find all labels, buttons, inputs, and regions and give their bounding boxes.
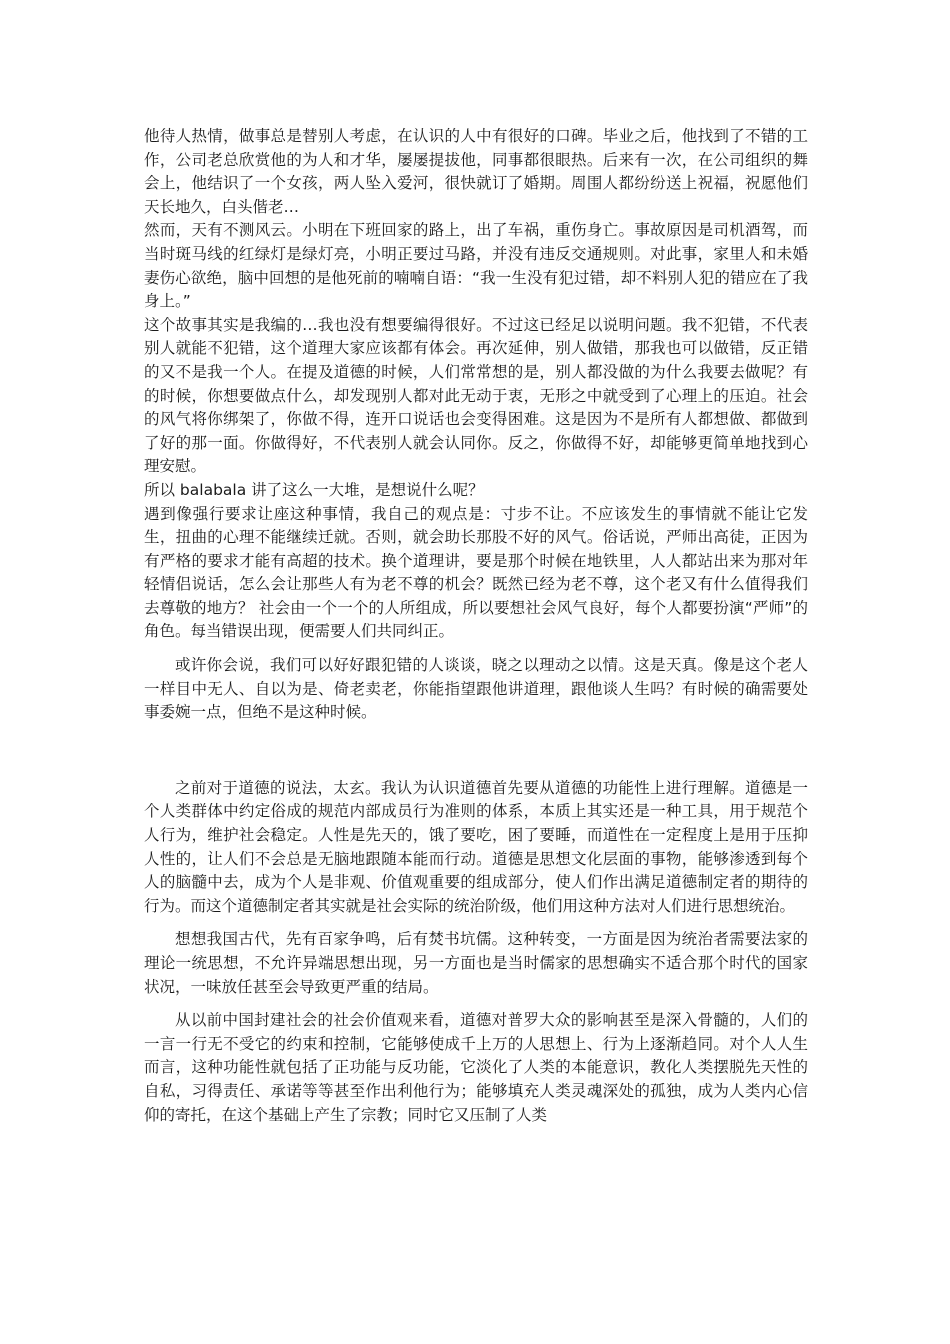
paragraph-5: 遇到像强行要求让座这种事情，我自己的观点是：寸步不让。不应该发生的事情就不能让它发生，扭曲的心理不能继续迁就。否则，就会助长那股不好的风气。俗话说，严师出高徒，正因为有严格的要求才能有高超的技术。换个道理讲，要是那个时候在地铁里，人人都站出来为那对年轻情侣说话，怎么会让那些人有为老不尊的机会？既然已经为老不尊，这个老又有什么值得我们去尊敬的地方？ 社会由一个一个的人所组成，所以要想社会风气良好，每个人都要扮演“严师”的角色。每当错误出现，便需要人们共同纠正。 (144, 504, 808, 641)
paragraph-8: 想想我国古代，先有百家争鸣，后有焚书坑儒。这种转变，一方面是因为统治者需要法家的理论一统思想，不允许异端思想出现，另一方面也是当时儒家的思想确实不适合那个时代的国家状况，一味放任甚至会导致更严重的结局。 (144, 930, 808, 996)
paragraph-9: 从以前中国封建社会的社会价值观来看，道德对普罗大众的影响甚至是深入骨髓的，人们的一言一行无不受它的约束和控制，它能够使成千上万的人思想上、行为上逐渐趋同。对个人人生而言，这种功能性就包括了正功能与反功能，它淡化了人类的本能意识，教化人类摆脱先天性的自私，习得责任、承诺等等甚至作出利他行为；能够填充人类灵魂深处的孤独，成为人类内心信仰的寄托，在这个基础上产生了宗教；同时它又压制了人类 (144, 1011, 808, 1124)
document-page (144, 125, 808, 1127)
paragraph-4: 所以 balabala 讲了这么一大堆，是想说什么呢？ (144, 480, 484, 499)
paragraph-gap (144, 918, 808, 928)
paragraph-3: 这个故事其实是我编的…我也没有想要编得很好。不过这已经足以说明问题。我不犯错，不代表别人就能不犯错，这个道理大家应该都有体会。再次延伸，别人做错，那我也可以做错，反正错的又不是我一个人。在提及道德的时候，人们常常想的是，别人都没做的为什么我要去做呢？有的时候，你想要做点什么，却发现别人都对此无动于衷，无形之中就受到了心理上的压迫。社会的风气将你绑架了，你做不得，连开口说话也会变得困难。这是因为不是所有人都想做、都做到了好的那一面。你做得好，不代表别人就会认同你。反之，你做得不好，却能够更简单地找到心理安慰。 (144, 315, 808, 476)
paragraph-7: 之前对于道德的说法，太玄。我认为认识道德首先要从道德的功能性上进行理解。道德是一个人类群体中约定俗成的规范内部成员行为准则的体系，本质上其实还是一种工具，用于规范个人行为，维护社会稳定。人性是先天的，饿了要吃，困了要睡，而道性在一定程度上是用于压抑人性的，让人们不会总是无脑地跟随本能而行动。道德是思想文化层面的事物，能够渗透到每个人的脑髓中去，成为个人是非观、价值观重要的组成部分，使人们作出满足道德制定者的期待的行为。而这个道德制定者其实就是社会实际的统治阶级，他们用这种方法对人们进行思想统治。 (144, 778, 808, 915)
section-gap (144, 725, 808, 777)
paragraph-gap (144, 644, 808, 654)
paragraph-1: 他待人热情，做事总是替别人考虑，在认识的人中有很好的口碑。毕业之后，他找到了不错的工作，公司老总欣赏他的为人和才华，屡屡提拔他，同事都很眼热。后来有一次，在公司组织的舞会上，他结识了一个女孩，两人坠入爱河，很快就订了婚期。周围人都纷纷送上祝福，祝愿他们天长地久，白头偕老… (144, 127, 808, 216)
paragraph-2: 然而，天有不测风云。小明在下班回家的路上，出了车祸，重伤身亡。事故原因是司机酒驾，而当时斑马线的红绿灯是绿灯亮，小明正要过马路，并没有违反交通规则。对此事，家里人和未婚妻伤心欲绝，脑中回想的是他死前的喃喃自语：“我一生没有犯过错，却不料别人犯的错应在了我身上。” (144, 221, 808, 311)
paragraph-gap (144, 999, 808, 1009)
paragraph-6: 或许你会说，我们可以好好跟犯错的人谈谈，晓之以理动之以情。这是天真。像是这个老人一样目中无人、自以为是、倚老卖老，你能指望跟他讲道理，跟他谈人生吗？有时候的确需要处事委婉一点，但绝不是这种时候。 (144, 656, 808, 722)
